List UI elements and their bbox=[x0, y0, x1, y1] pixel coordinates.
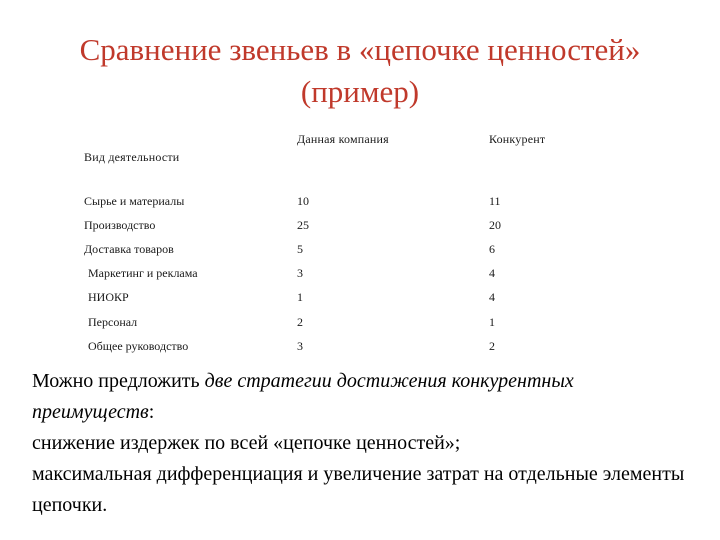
table-row bbox=[0, 339, 720, 359]
cell-company: 3 bbox=[297, 266, 303, 280]
cell-activity: Производство bbox=[84, 218, 156, 232]
cell-activity: Маркетинг и реклама bbox=[88, 266, 198, 280]
cell-activity: НИОКР bbox=[88, 290, 129, 304]
cell-competitor: 20 bbox=[489, 218, 501, 232]
body-line-3: снижение издержек по всей «цепочке ценностей»; bbox=[32, 432, 461, 454]
cell-activity: Сырье и материалы bbox=[84, 194, 185, 208]
table-row bbox=[0, 266, 720, 286]
body-after-emphasis: : bbox=[148, 401, 155, 423]
cell-company: 2 bbox=[297, 315, 303, 329]
cell-company: 1 bbox=[297, 290, 303, 304]
cell-competitor: 1 bbox=[489, 315, 495, 329]
cell-activity: Общее руководство bbox=[88, 339, 189, 353]
body-line-4: максимальная дифференциация и увеличение затрат на отдельные элементы цепочки. bbox=[32, 463, 685, 516]
cell-competitor: 4 bbox=[489, 290, 495, 304]
table-row bbox=[0, 194, 720, 214]
table-row bbox=[0, 242, 720, 262]
cell-activity: Доставка товаров bbox=[84, 242, 174, 256]
body-text bbox=[32, 366, 692, 521]
title-line-1: Сравнение звеньев в «цепочке ценностей» bbox=[79, 32, 641, 67]
cell-competitor: 2 bbox=[489, 339, 495, 353]
table-row bbox=[0, 315, 720, 335]
body-emphasis: две стратегии достижения конкурентных преимуществ bbox=[32, 370, 574, 423]
cell-competitor: 11 bbox=[489, 194, 501, 208]
header-company: Данная компания bbox=[297, 132, 389, 146]
cell-competitor: 4 bbox=[489, 266, 495, 280]
cell-company: 25 bbox=[297, 218, 309, 232]
cell-activity: Персонал bbox=[88, 315, 138, 329]
table-row bbox=[0, 290, 720, 310]
cell-competitor: 6 bbox=[489, 242, 495, 256]
cell-company: 5 bbox=[297, 242, 303, 256]
cell-company: 3 bbox=[297, 339, 303, 353]
title-line-2: (пример) bbox=[300, 74, 420, 109]
body-intro: Можно предложить bbox=[32, 370, 205, 392]
header-competitor: Конкурент bbox=[489, 132, 546, 146]
table-row bbox=[0, 218, 720, 238]
header-activity: Вид деятельности bbox=[84, 150, 180, 164]
cell-company: 10 bbox=[297, 194, 309, 208]
